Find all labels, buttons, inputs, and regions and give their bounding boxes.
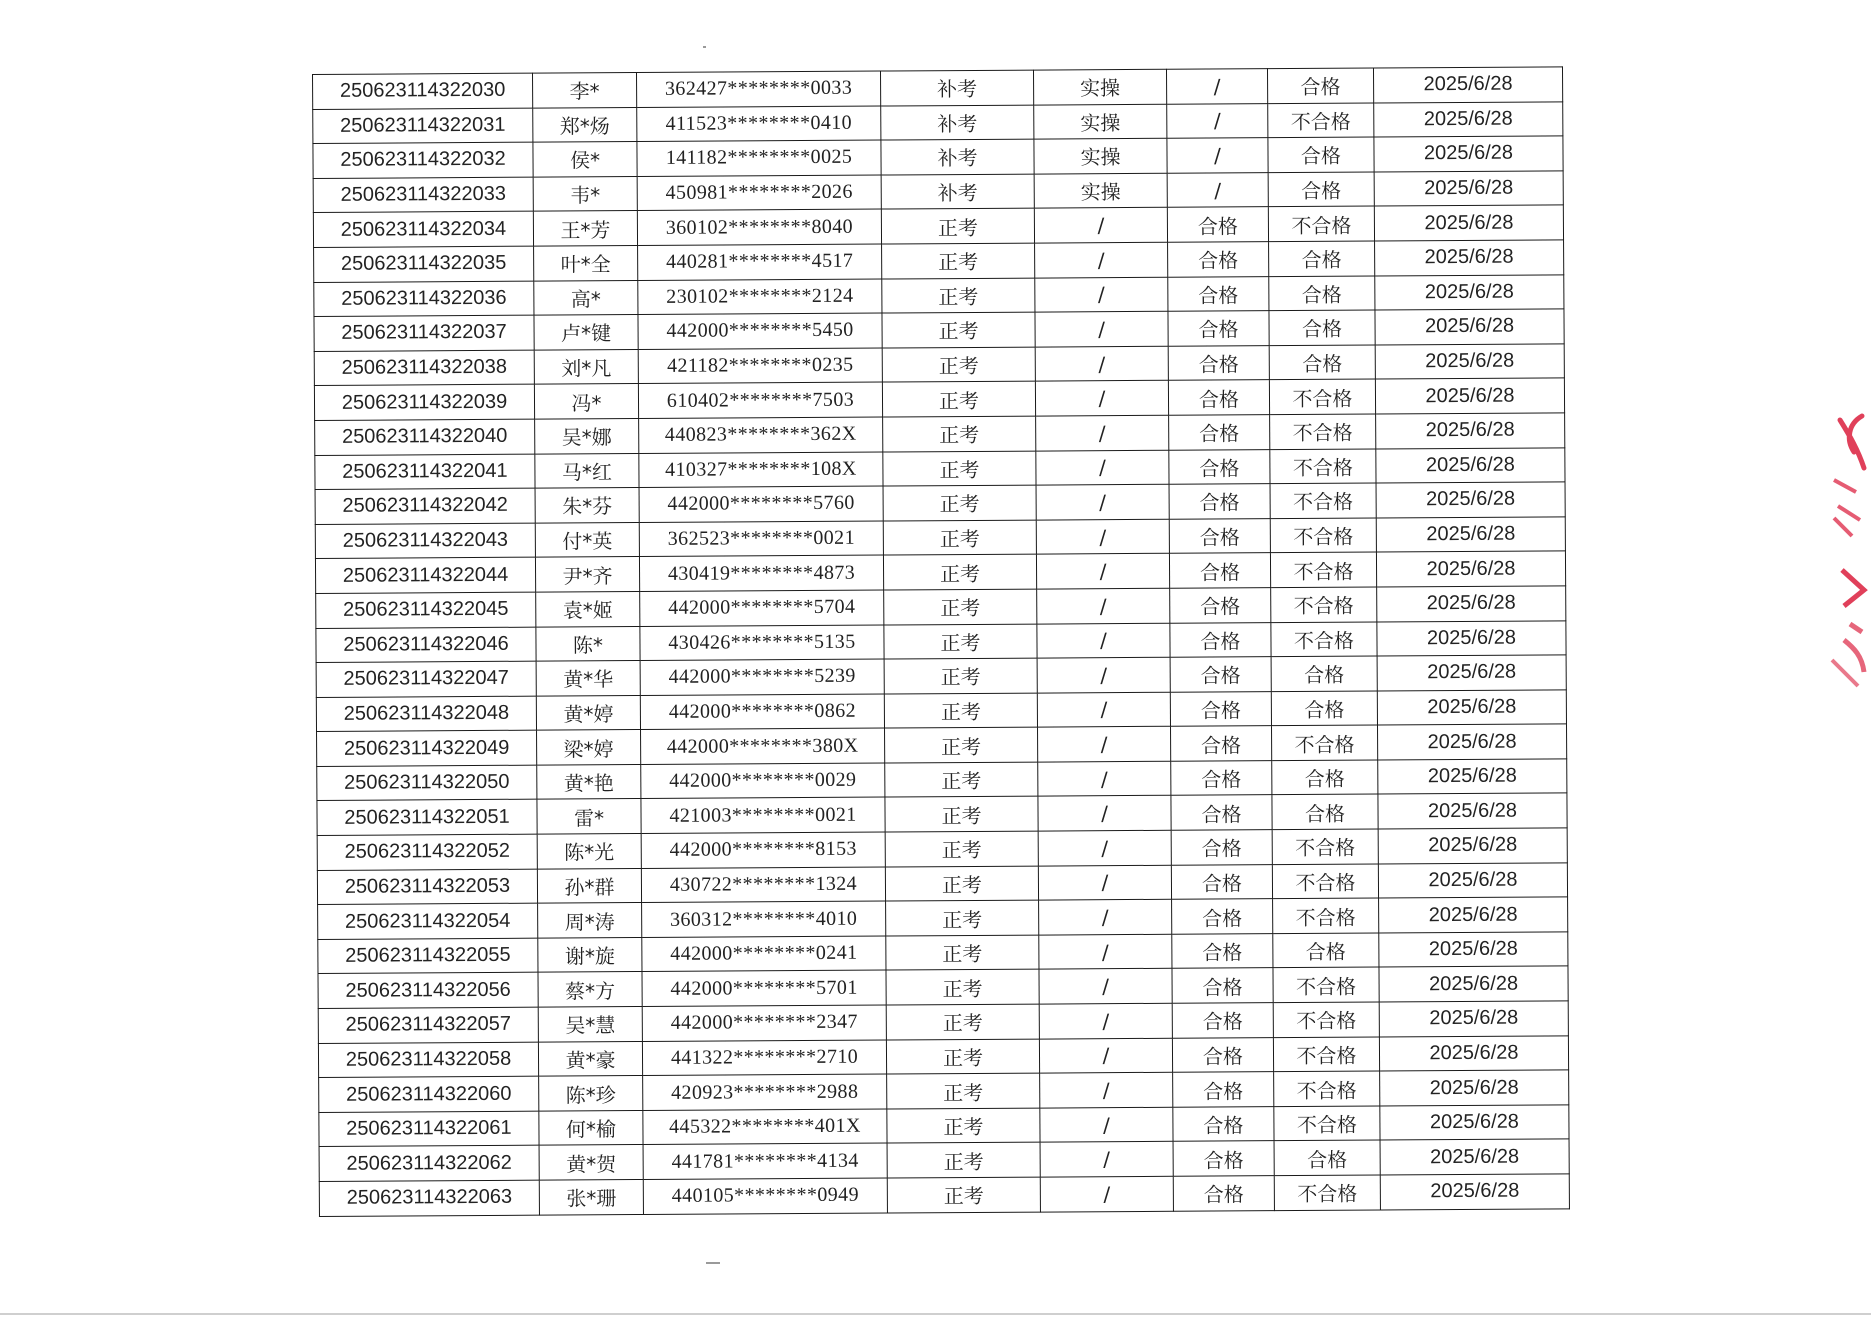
cell-result-practical: 不合格: [1272, 829, 1378, 864]
cell-name: 周*涛: [538, 903, 642, 938]
cell-exam-id: 250623114322041: [315, 454, 535, 490]
cell-name: 何*榆: [539, 1110, 643, 1145]
cell-result-practical: 不合格: [1273, 1002, 1379, 1037]
cell-exam-type: 正考: [885, 831, 1038, 867]
cell-result-theory: 合格: [1168, 345, 1269, 380]
cell-date: 2025/6/28: [1377, 724, 1566, 760]
cell-exam-id: 250623114322042: [315, 488, 535, 524]
cell-date: 2025/6/28: [1380, 1139, 1569, 1175]
cell-result-theory: 合格: [1169, 449, 1270, 484]
cell-id-number: 360102********8040: [637, 209, 881, 245]
cell-date: 2025/6/28: [1374, 171, 1563, 207]
table-body: [313, 67, 1570, 1216]
cell-result-theory: 合格: [1170, 691, 1271, 726]
cell-date: 2025/6/28: [1374, 136, 1563, 172]
cell-result-theory: 合格: [1172, 1003, 1273, 1038]
cell-subject: /: [1036, 554, 1169, 589]
cell-subject: /: [1037, 692, 1170, 727]
cell-exam-id: 250623114322043: [315, 523, 535, 559]
cell-id-number: 440281********4517: [638, 244, 882, 280]
cell-exam-type: 正考: [881, 208, 1034, 244]
cell-exam-type: 正考: [882, 347, 1035, 383]
cell-subject: /: [1038, 830, 1171, 865]
cell-subject: /: [1039, 969, 1172, 1004]
cell-name: 梁*婷: [537, 730, 641, 765]
cell-name: 马*红: [535, 453, 639, 488]
cell-exam-id: 250623114322057: [318, 1007, 538, 1043]
cell-id-number: 450981********2026: [637, 175, 881, 211]
cell-result-theory: 合格: [1173, 1106, 1274, 1141]
cell-result-theory: 合格: [1168, 311, 1269, 346]
cell-name: 冯*: [534, 384, 638, 419]
cell-subject: /: [1038, 865, 1171, 900]
cell-date: 2025/6/28: [1376, 551, 1565, 587]
cell-date: 2025/6/28: [1380, 1105, 1569, 1141]
cell-result-theory: /: [1167, 138, 1268, 173]
cell-name: 韦*: [533, 176, 637, 211]
cell-exam-id: 250623114322037: [314, 315, 534, 351]
cell-subject: /: [1038, 761, 1171, 796]
cell-result-practical: 不合格: [1273, 898, 1379, 933]
cell-name: 卢*键: [534, 315, 638, 350]
cell-id-number: 421182********0235: [638, 348, 882, 384]
cell-result-theory: 合格: [1170, 622, 1271, 657]
cell-subject: /: [1036, 415, 1169, 450]
cell-exam-type: 补考: [881, 105, 1034, 141]
cell-subject: /: [1040, 1142, 1173, 1177]
cell-result-practical: 不合格: [1270, 518, 1376, 553]
cell-result-theory: 合格: [1170, 657, 1271, 692]
cell-subject: /: [1035, 277, 1168, 312]
cell-id-number: 440105********0949: [643, 1178, 887, 1214]
cell-result-theory: 合格: [1168, 380, 1269, 415]
scan-speck-top: [703, 46, 706, 48]
cell-result-theory: 合格: [1172, 968, 1273, 1003]
cell-id-number: 442000********0862: [640, 694, 884, 730]
cell-result-practical: 合格: [1272, 760, 1378, 795]
cell-name: 黄*豪: [538, 1041, 642, 1076]
cell-date: 2025/6/28: [1374, 101, 1563, 137]
cell-result-practical: 不合格: [1271, 587, 1377, 622]
cell-exam-id: 250623114322056: [318, 973, 538, 1009]
cell-subject: 实操: [1034, 138, 1167, 173]
cell-name: 陈*珍: [539, 1076, 643, 1111]
cell-subject: /: [1036, 450, 1169, 485]
cell-name: 郑*炀: [533, 107, 637, 142]
cell-result-practical: 不合格: [1272, 864, 1378, 899]
cell-result-theory: 合格: [1170, 588, 1271, 623]
cell-name: 蔡*方: [538, 972, 642, 1007]
cell-subject: /: [1040, 1107, 1173, 1142]
cell-date: 2025/6/28: [1376, 482, 1565, 518]
cell-subject: /: [1038, 796, 1171, 831]
cell-exam-id: 250623114322058: [318, 1042, 538, 1078]
cell-subject: /: [1035, 242, 1168, 277]
cell-result-theory: 合格: [1171, 795, 1272, 830]
cell-date: 2025/6/28: [1379, 932, 1568, 968]
cell-id-number: 441322********2710: [642, 1040, 886, 1076]
cell-exam-type: 正考: [883, 416, 1036, 452]
cell-exam-type: 正考: [882, 312, 1035, 348]
exam-results-table: [312, 66, 1570, 1216]
cell-id-number: 230102********2124: [638, 279, 882, 315]
cell-date: 2025/6/28: [1378, 828, 1567, 864]
cell-date: 2025/6/28: [1378, 759, 1567, 795]
cell-id-number: 445322********401X: [643, 1109, 887, 1145]
cell-subject: /: [1037, 588, 1170, 623]
cell-date: 2025/6/28: [1375, 378, 1564, 414]
cell-exam-id: 250623114322060: [319, 1076, 539, 1112]
cell-result-practical: 合格: [1267, 68, 1373, 103]
cell-exam-id: 250623114322047: [316, 661, 536, 697]
cell-exam-type: 正考: [882, 381, 1035, 417]
cell-id-number: 442000********5760: [639, 486, 883, 522]
cell-exam-type: 正考: [883, 554, 1036, 590]
cell-exam-type: 正考: [884, 624, 1037, 660]
cell-name: 叶*全: [534, 245, 638, 280]
cell-result-theory: /: [1166, 69, 1267, 104]
cell-name: 黄*婷: [536, 695, 640, 730]
cell-id-number: 440823********362X: [639, 417, 883, 453]
cell-subject: /: [1039, 1038, 1172, 1073]
cell-subject: 实操: [1034, 173, 1167, 208]
cell-result-theory: 合格: [1169, 553, 1270, 588]
cell-id-number: 360312********4010: [642, 901, 886, 937]
cell-date: 2025/6/28: [1379, 1001, 1568, 1037]
cell-result-theory: 合格: [1171, 726, 1272, 761]
cell-result-theory: 合格: [1172, 899, 1273, 934]
cell-exam-type: 补考: [880, 70, 1033, 106]
cell-subject: /: [1037, 657, 1170, 692]
cell-subject: /: [1040, 1176, 1173, 1211]
cell-result-theory: 合格: [1171, 864, 1272, 899]
cell-exam-type: 正考: [886, 935, 1039, 971]
cell-name: 谢*旋: [538, 937, 642, 972]
cell-exam-id: 250623114322053: [317, 869, 537, 905]
cell-exam-id: 250623114322031: [313, 108, 533, 144]
cell-result-theory: 合格: [1172, 1037, 1273, 1072]
cell-result-practical: 不合格: [1270, 552, 1376, 587]
cell-exam-type: 正考: [886, 1004, 1039, 1040]
cell-subject: /: [1035, 346, 1168, 381]
cell-result-theory: 合格: [1171, 761, 1272, 796]
cell-subject: 实操: [1033, 69, 1166, 104]
cell-result-practical: 合格: [1269, 345, 1375, 380]
cell-exam-type: 正考: [887, 1108, 1040, 1144]
cell-date: 2025/6/28: [1379, 897, 1568, 933]
cell-name: 尹*齐: [535, 557, 639, 592]
cell-exam-type: 正考: [887, 1177, 1040, 1213]
cell-result-practical: 不合格: [1274, 1071, 1380, 1106]
cell-result-theory: 合格: [1169, 518, 1270, 553]
cell-date: 2025/6/28: [1379, 1035, 1568, 1071]
cell-subject: /: [1036, 519, 1169, 554]
cell-exam-type: 正考: [882, 243, 1035, 279]
cell-date: 2025/6/28: [1375, 240, 1564, 276]
cell-name: 付*英: [535, 522, 639, 557]
cell-result-theory: 合格: [1168, 276, 1269, 311]
cell-exam-id: 250623114322050: [317, 765, 537, 801]
cell-result-practical: 合格: [1268, 137, 1374, 172]
cell-date: 2025/6/28: [1376, 447, 1565, 483]
cell-result-practical: 不合格: [1269, 379, 1375, 414]
cell-id-number: 141182********0025: [637, 140, 881, 176]
cell-exam-type: 正考: [884, 589, 1037, 625]
cell-name: 侯*: [533, 142, 637, 177]
cell-result-theory: 合格: [1171, 830, 1272, 865]
cell-result-practical: 合格: [1274, 1140, 1380, 1175]
cell-exam-type: 正考: [885, 727, 1038, 763]
cell-result-practical: 不合格: [1268, 103, 1374, 138]
cell-id-number: 441781********4134: [643, 1143, 887, 1179]
cell-id-number: 420923********2988: [643, 1074, 887, 1110]
cell-result-theory: 合格: [1167, 207, 1268, 242]
cell-date: 2025/6/28: [1375, 309, 1564, 345]
cell-date: 2025/6/28: [1374, 205, 1563, 241]
cell-name: 吴*娜: [535, 418, 639, 453]
cell-exam-id: 250623114322032: [313, 142, 533, 178]
cell-subject: /: [1037, 623, 1170, 658]
cell-id-number: 442000********0029: [641, 763, 885, 799]
cell-exam-type: 正考: [882, 278, 1035, 314]
cell-id-number: 430426********5135: [640, 625, 884, 661]
cell-id-number: 442000********5450: [638, 313, 882, 349]
results-table-wrapper: [312, 66, 1570, 1216]
cell-exam-id: 250623114322033: [313, 177, 533, 213]
cell-exam-id: 250623114322035: [314, 246, 534, 282]
cell-result-practical: 合格: [1269, 276, 1375, 311]
cell-name: 张*珊: [539, 1179, 643, 1214]
cell-date: 2025/6/28: [1376, 517, 1565, 553]
cell-exam-type: 正考: [887, 1073, 1040, 1109]
cell-exam-type: 正考: [886, 970, 1039, 1006]
cell-result-theory: 合格: [1169, 484, 1270, 519]
cell-exam-id: 250623114322034: [313, 212, 533, 248]
cell-exam-id: 250623114322054: [318, 903, 538, 939]
cell-name: 黄*艳: [537, 764, 641, 799]
cell-subject: /: [1038, 727, 1171, 762]
cell-exam-id: 250623114322061: [319, 1111, 539, 1147]
cell-name: 朱*芬: [535, 488, 639, 523]
cell-id-number: 430419********4873: [639, 555, 883, 591]
cell-name: 黄*贺: [539, 1145, 643, 1180]
cell-exam-type: 正考: [883, 451, 1036, 487]
cell-result-practical: 不合格: [1273, 967, 1379, 1002]
cell-name: 王*芳: [533, 211, 637, 246]
cell-subject: /: [1039, 1003, 1172, 1038]
cell-result-practical: 合格: [1268, 172, 1374, 207]
cell-id-number: 410327********108X: [639, 452, 883, 488]
cell-date: 2025/6/28: [1375, 274, 1564, 310]
cell-result-practical: 合格: [1269, 241, 1375, 276]
cell-exam-id: 250623114322044: [315, 557, 535, 593]
cell-exam-id: 250623114322049: [317, 730, 537, 766]
cell-exam-type: 正考: [886, 1039, 1039, 1075]
cell-result-practical: 合格: [1271, 656, 1377, 691]
cell-exam-id: 250623114322063: [319, 1180, 539, 1216]
cell-result-theory: 合格: [1173, 1072, 1274, 1107]
cell-exam-type: 补考: [881, 139, 1034, 175]
cell-result-practical: 合格: [1269, 310, 1375, 345]
cell-result-theory: 合格: [1173, 1176, 1274, 1211]
cell-date: 2025/6/28: [1377, 586, 1566, 622]
cell-exam-type: 正考: [884, 658, 1037, 694]
cell-exam-id: 250623114322030: [313, 73, 533, 109]
cell-exam-id: 250623114322062: [319, 1146, 539, 1182]
cell-name: 吴*慧: [538, 1007, 642, 1042]
cell-exam-type: 正考: [883, 520, 1036, 556]
cell-date: 2025/6/28: [1380, 1070, 1569, 1106]
cell-exam-type: 补考: [881, 174, 1034, 210]
cell-name: 黄*华: [536, 661, 640, 696]
cell-result-practical: 不合格: [1274, 1175, 1380, 1210]
cell-result-practical: 合格: [1272, 794, 1378, 829]
cell-exam-type: 正考: [887, 1142, 1040, 1178]
cell-subject: /: [1035, 381, 1168, 416]
cell-id-number: 411523********0410: [637, 106, 881, 142]
cell-subject: /: [1040, 1072, 1173, 1107]
cell-date: 2025/6/28: [1373, 67, 1562, 103]
cell-id-number: 362523********0021: [639, 521, 883, 557]
cell-name: 陈*光: [537, 834, 641, 869]
cell-exam-id: 250623114322040: [315, 419, 535, 455]
cell-id-number: 442000********5704: [640, 590, 884, 626]
cell-id-number: 442000********5701: [642, 970, 886, 1006]
cell-result-practical: 不合格: [1268, 206, 1374, 241]
cell-exam-id: 250623114322036: [314, 281, 534, 317]
cell-exam-id: 250623114322048: [316, 696, 536, 732]
cell-name: 高*: [534, 280, 638, 315]
cell-subject: /: [1036, 484, 1169, 519]
scan-edge-line: [0, 1313, 1871, 1315]
cell-id-number: 362427********0033: [636, 71, 880, 107]
cell-exam-type: 正考: [886, 900, 1039, 936]
cell-result-theory: 合格: [1169, 415, 1270, 450]
cell-exam-type: 正考: [883, 485, 1036, 521]
cell-exam-id: 250623114322051: [317, 800, 537, 836]
cell-exam-type: 正考: [885, 797, 1038, 833]
cell-result-practical: 不合格: [1270, 449, 1376, 484]
cell-id-number: 610402********7503: [638, 382, 882, 418]
cell-subject: 实操: [1034, 104, 1167, 139]
cell-name: 刘*凡: [534, 349, 638, 384]
cell-exam-id: 250623114322046: [316, 627, 536, 663]
cell-exam-id: 250623114322052: [317, 834, 537, 870]
cell-name: 李*: [532, 73, 636, 108]
cell-id-number: 442000********2347: [642, 1005, 886, 1041]
cell-date: 2025/6/28: [1379, 966, 1568, 1002]
cell-subject: /: [1039, 934, 1172, 969]
cell-subject: /: [1035, 311, 1168, 346]
cell-result-theory: /: [1167, 172, 1268, 207]
cell-id-number: 442000********0241: [642, 936, 886, 972]
cell-date: 2025/6/28: [1378, 863, 1567, 899]
cell-exam-type: 正考: [885, 866, 1038, 902]
cell-result-theory: 合格: [1172, 933, 1273, 968]
cell-result-practical: 不合格: [1272, 725, 1378, 760]
cell-date: 2025/6/28: [1375, 344, 1564, 380]
cell-id-number: 442000********8153: [641, 832, 885, 868]
cell-result-theory: /: [1167, 103, 1268, 138]
cell-name: 袁*姬: [536, 591, 640, 626]
cell-date: 2025/6/28: [1377, 620, 1566, 656]
cell-result-practical: 不合格: [1270, 483, 1376, 518]
cell-exam-type: 正考: [885, 762, 1038, 798]
cell-result-practical: 不合格: [1273, 1037, 1379, 1072]
cell-id-number: 442000********380X: [641, 728, 885, 764]
cell-subject: /: [1039, 900, 1172, 935]
cell-exam-type: 正考: [884, 693, 1037, 729]
cell-result-practical: 不合格: [1271, 622, 1377, 657]
cell-date: 2025/6/28: [1377, 655, 1566, 691]
cell-id-number: 442000********5239: [640, 659, 884, 695]
scan-speck-bottom: [706, 1262, 720, 1264]
cell-date: 2025/6/28: [1377, 690, 1566, 726]
cell-name: 孙*群: [537, 868, 641, 903]
cell-result-practical: 合格: [1271, 691, 1377, 726]
cell-exam-id: 250623114322039: [314, 384, 534, 420]
cell-result-practical: 不合格: [1270, 414, 1376, 449]
cell-exam-id: 250623114322045: [316, 592, 536, 628]
cell-result-practical: 不合格: [1274, 1106, 1380, 1141]
table-row: [319, 1174, 1569, 1216]
cell-result-theory: 合格: [1173, 1141, 1274, 1176]
cell-id-number: 430722********1324: [641, 867, 885, 903]
cell-exam-id: 250623114322055: [318, 938, 538, 974]
cell-date: 2025/6/28: [1376, 413, 1565, 449]
cell-result-practical: 合格: [1273, 933, 1379, 968]
cell-result-theory: 合格: [1168, 242, 1269, 277]
cell-name: 雷*: [537, 799, 641, 834]
cell-name: 陈*: [536, 626, 640, 661]
cell-subject: /: [1034, 208, 1167, 243]
cell-exam-id: 250623114322038: [314, 350, 534, 386]
cell-id-number: 421003********0021: [641, 797, 885, 833]
cell-date: 2025/6/28: [1378, 793, 1567, 829]
red-seal-fragment-icon: [1828, 410, 1868, 690]
cell-date: 2025/6/28: [1380, 1174, 1569, 1210]
